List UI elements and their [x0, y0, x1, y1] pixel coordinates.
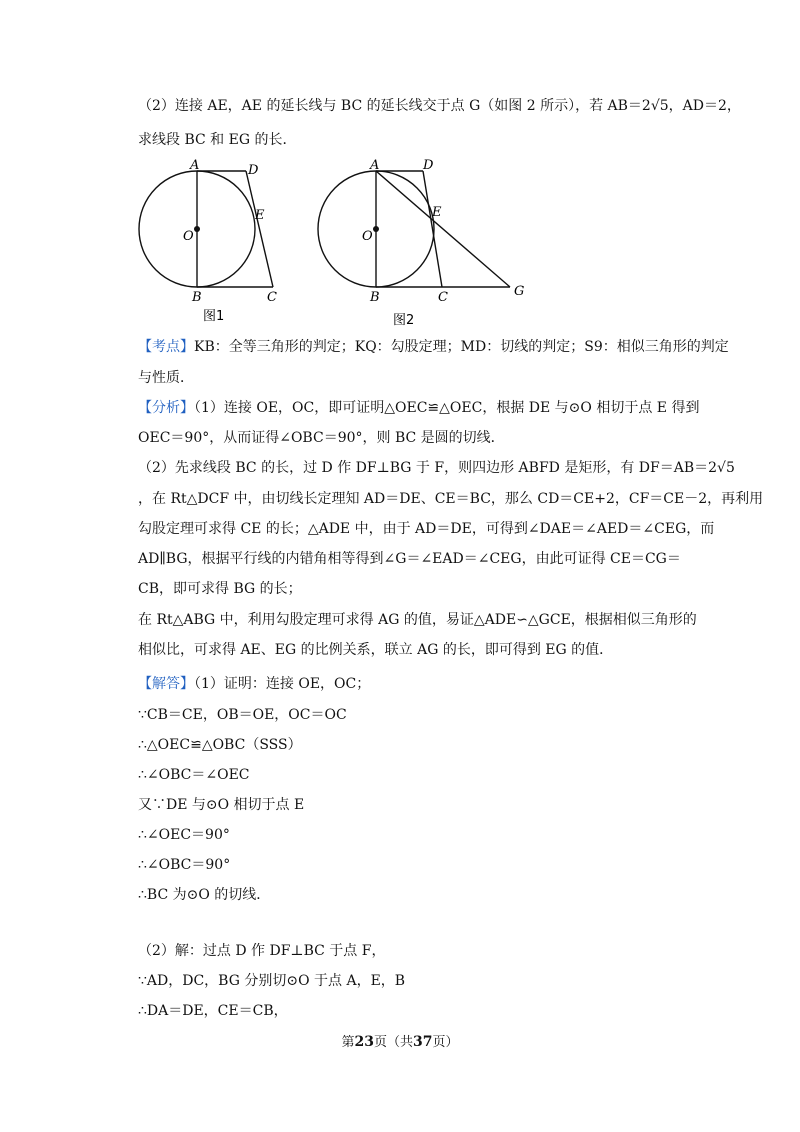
- fenxi-line-9: 相似比，可求得 AE、EG 的比例关系，联立 AG 的长，即可得到 EG 的值．: [138, 642, 614, 658]
- kaodian-line-1: [138, 337, 729, 357]
- fenxi-line-3: （2）先求线段 BC 的长，过 D 作 DF⊥BG 于 F，则四边形 ABFD 是矩形，有 DF＝AB＝2√5: [138, 460, 735, 476]
- fig2-label-e: E: [432, 205, 442, 220]
- fig1-label-b: B: [192, 290, 202, 305]
- jieda-line-4: ∴∠OBC＝∠OEC: [138, 767, 250, 783]
- fig2-segment-ag: [376, 171, 510, 287]
- jieda-line-10: ∵AD，DC，BG 分别切⊙O 于点 A，E，B: [138, 973, 406, 989]
- fig2-label-d: D: [423, 158, 434, 173]
- figure-1: [130, 158, 300, 328]
- fig1-label-a: A: [190, 158, 200, 173]
- fig2-label-b: B: [370, 290, 380, 305]
- fig2-label-a: A: [370, 158, 380, 173]
- fenxi-line-8: 在 Rt△ABG 中，利用勾股定理可求得 AG 的值，易证△ADE∽△GCE，根据相似三角形的: [138, 612, 697, 628]
- footer-page-number: 23: [354, 1034, 374, 1050]
- footer-pre: 第: [341, 1035, 355, 1050]
- fig2-center-point: [373, 226, 379, 232]
- footer-total-pages: 37: [413, 1034, 433, 1050]
- jieda-line-9: （2）解：过点 D 作 DF⊥BC 于点 F，: [138, 943, 386, 959]
- fenxi-line-1: [138, 398, 699, 418]
- footer-post: 页）: [432, 1035, 459, 1050]
- jieda-tag: 【解答】: [138, 676, 194, 692]
- fig2-label-c: C: [438, 290, 448, 305]
- jieda-text-1: （1）证明：连接 OE，OC；: [194, 676, 371, 692]
- fenxi-line-2: OEC＝90°，从而证得∠OBC＝90°，则 BC 是圆的切线．: [138, 430, 505, 446]
- page-footer: [0, 1031, 800, 1050]
- fenxi-text-1: （1）连接 OE，OC，即可证明△OEC≌△OEC，根据 DE 与⊙O 相切于点 E 得到: [194, 400, 700, 416]
- jieda-line-3: ∴△OEC≌△OBC（SSS）: [138, 737, 302, 753]
- fenxi-line-7: CB，即可求得 BG 的长；: [138, 581, 302, 597]
- fig2-label-o: O: [362, 229, 373, 244]
- fig1-caption: 图1: [203, 309, 225, 324]
- kaodian-tag: 【考点】: [138, 339, 194, 355]
- jieda-line-2: ∵CB＝CE，OB＝OE，OC＝OC: [138, 707, 347, 723]
- fig1-center-point: [194, 226, 200, 232]
- fenxi-tag: 【分析】: [138, 400, 194, 416]
- fig1-label-c: C: [267, 290, 277, 305]
- fig2-label-g: G: [514, 284, 525, 299]
- fig1-label-e: E: [255, 208, 265, 223]
- fenxi-line-4: ，在 Rt△DCF 中，由切线长定理知 AD＝DE、CE＝BC，那么 CD＝CE+2，CF＝CE－2，再利用: [138, 491, 764, 507]
- footer-mid: 页（共: [373, 1035, 413, 1050]
- kaodian-line-2: 与性质．: [138, 370, 194, 386]
- problem-line-1: （2）连接 AE，AE 的延长线与 BC 的延长线交于点 G（如图 2 所示），若 AB＝2√5，AD＝2，: [138, 98, 741, 114]
- jieda-line-8: ∴BC 为⊙O 的切线．: [138, 887, 271, 903]
- fig1-label-o: O: [183, 229, 194, 244]
- jieda-line-5: 又∵DE 与⊙O 相切于点 E: [138, 797, 305, 813]
- fig2-caption: 图2: [393, 313, 415, 328]
- jieda-line-7: ∴∠OBC＝90°: [138, 857, 231, 873]
- fig1-segment-dc: [246, 171, 273, 287]
- jieda-line-6: ∴∠OEC＝90°: [138, 827, 230, 843]
- kaodian-text-1: KB：全等三角形的判定；KQ：勾股定理；MD：切线的判定；S9：相似三角形的判定: [194, 339, 729, 355]
- jieda-line-1: [138, 674, 370, 694]
- figure-2: [310, 158, 540, 330]
- jieda-line-11: ∴DA＝DE，CE＝CB，: [138, 1003, 288, 1019]
- fenxi-line-6: AD∥BG，根据平行线的内错角相等得到∠G＝∠EAD＝∠CEG，由此可证得 CE＝CG＝: [138, 551, 681, 567]
- problem-line-2: 求线段 BC 和 EG 的长．: [138, 132, 297, 148]
- fig1-label-d: D: [248, 163, 259, 178]
- fig2-segment-dc: [423, 171, 442, 287]
- fenxi-line-5: 勾股定理可求得 CE 的长；△ADE 中，由于 AD＝DE，可得到∠DAE＝∠AED＝∠CEG，而: [138, 521, 715, 537]
